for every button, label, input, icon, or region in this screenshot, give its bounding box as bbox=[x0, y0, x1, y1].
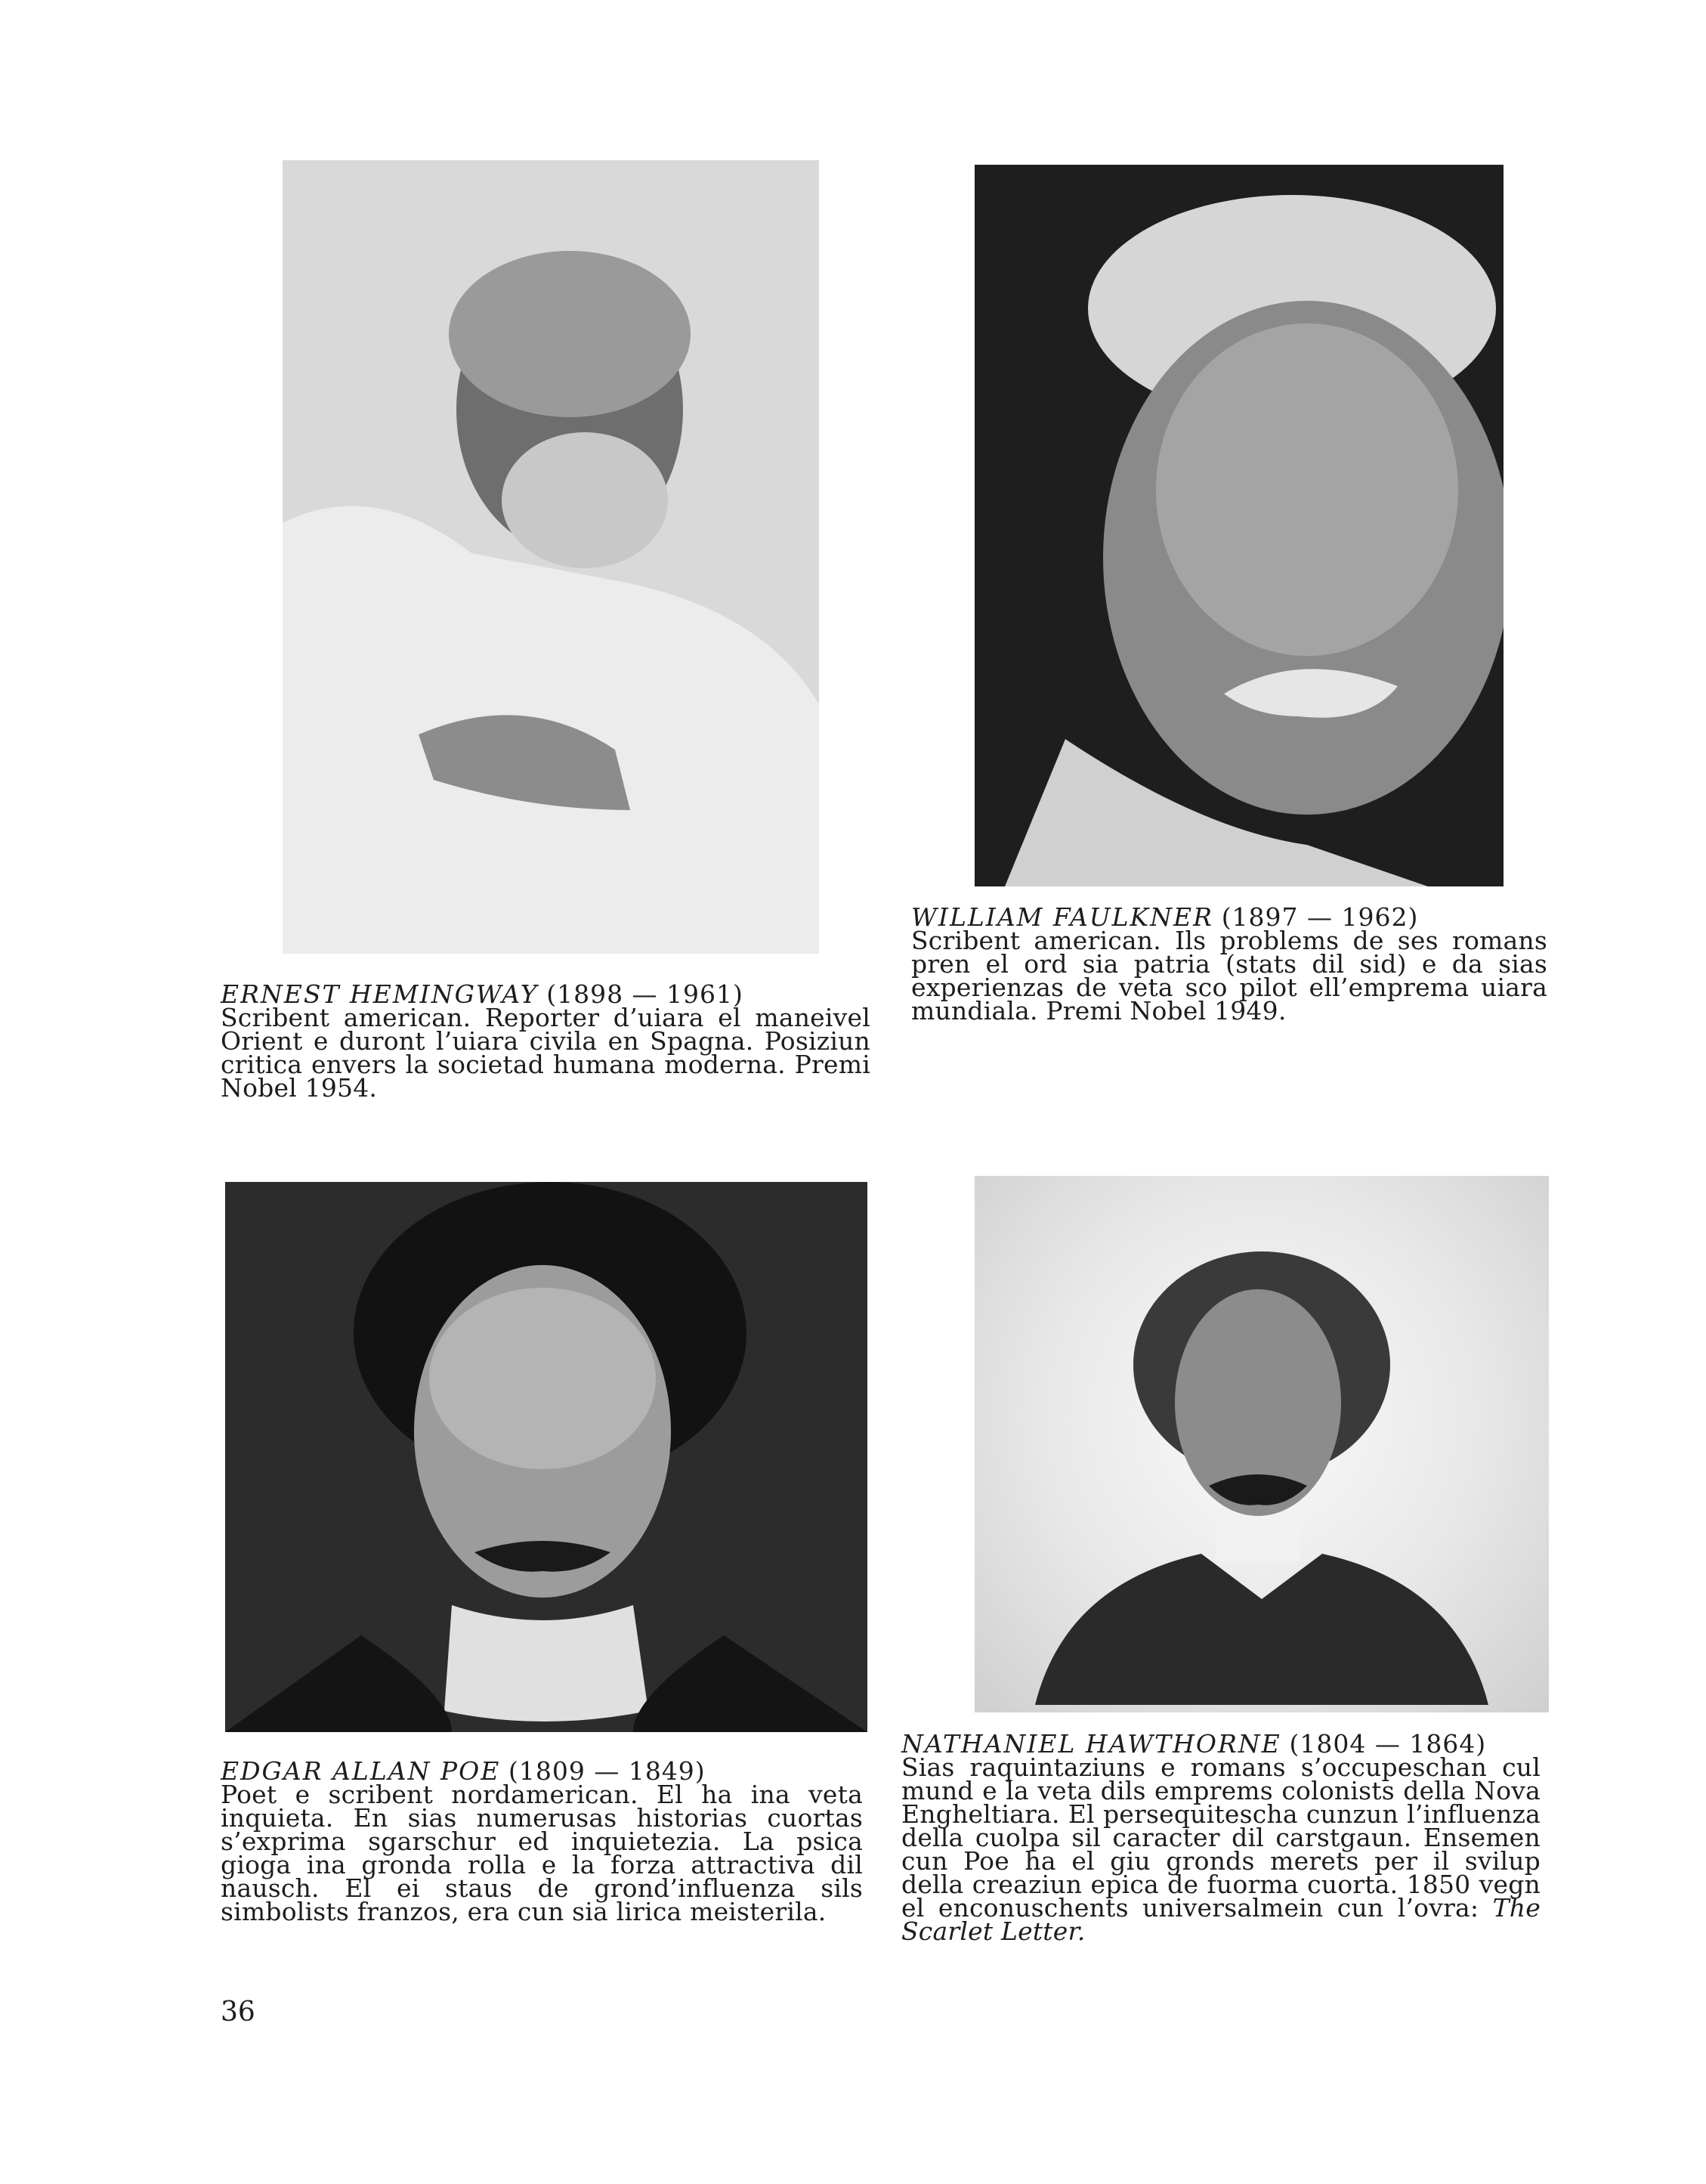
hemingway-description: Scribent american. Reporter d’uiara el maneivel Orient e duront l’uiara civila en Spagna. Posiziun critica envers la societad humana moderna. Premi Nobel 1954. bbox=[221, 1003, 870, 1103]
hemingway-portrait-photo bbox=[283, 160, 819, 954]
faulkner-caption bbox=[911, 902, 1547, 1025]
page-number: 36 bbox=[221, 1997, 255, 2028]
hawthorne-name: NATHANIEL HAWTHORNE bbox=[901, 1729, 1281, 1759]
hawthorne-description bbox=[901, 1752, 1541, 1946]
faulkner-dates: (1897 — 1962) bbox=[1221, 902, 1419, 932]
hawthorne-caption bbox=[901, 1729, 1541, 1946]
hemingway-caption bbox=[221, 979, 870, 1103]
hawthorne-dates: (1804 — 1864) bbox=[1289, 1729, 1487, 1759]
hawthorne-portrait-photo bbox=[975, 1176, 1549, 1712]
hemingway-name: ERNEST HEMINGWAY bbox=[221, 979, 539, 1009]
poe-description: Poet e scribent nordamerican. El ha ina veta inquieta. En sias numerusas historias cuortas s’exprima sgarschur ed inquietezia. La psica gioga ina gronda rolla e la forza attractiva dil nausch. El ei staus de grond’influenza sils simbolists franzos, era cun sia lirica meisterila. bbox=[221, 1780, 863, 1926]
poe-name: EDGAR ALLAN POE bbox=[221, 1756, 501, 1786]
poe-caption bbox=[221, 1756, 863, 1926]
hawthorne-work-title: The Scarlet Letter. bbox=[901, 1893, 1541, 1946]
hemingway-dates: (1898 — 1961) bbox=[546, 979, 743, 1009]
faulkner-portrait-photo bbox=[975, 165, 1504, 886]
poe-portrait-photo bbox=[225, 1182, 867, 1732]
faulkner-name: WILLIAM FAULKNER bbox=[911, 902, 1213, 932]
faulkner-description: Scribent american. Ils problems de ses romans pren el ord sia patria (stats dil sid) e da sias experienzas de veta sco pilot ell’emprema uiara mundiala. Premi Nobel 1949. bbox=[911, 926, 1547, 1025]
poe-dates: (1809 — 1849) bbox=[508, 1756, 706, 1786]
hawthorne-description-text: Sias raquintaziuns e romans s’occupeschan cul mund e la veta dils emprems colonists della Nova Engheltiara. El persequitescha cunzun l’influenza della cuolpa sil caracter dil carstgaun. Ensemen cun Poe ha el giu gronds merets per il svilup della creaziun epica de fuorma cuorta. 1850 vegn el enconuschents universalmein cun l’ovra: bbox=[901, 1752, 1541, 1923]
